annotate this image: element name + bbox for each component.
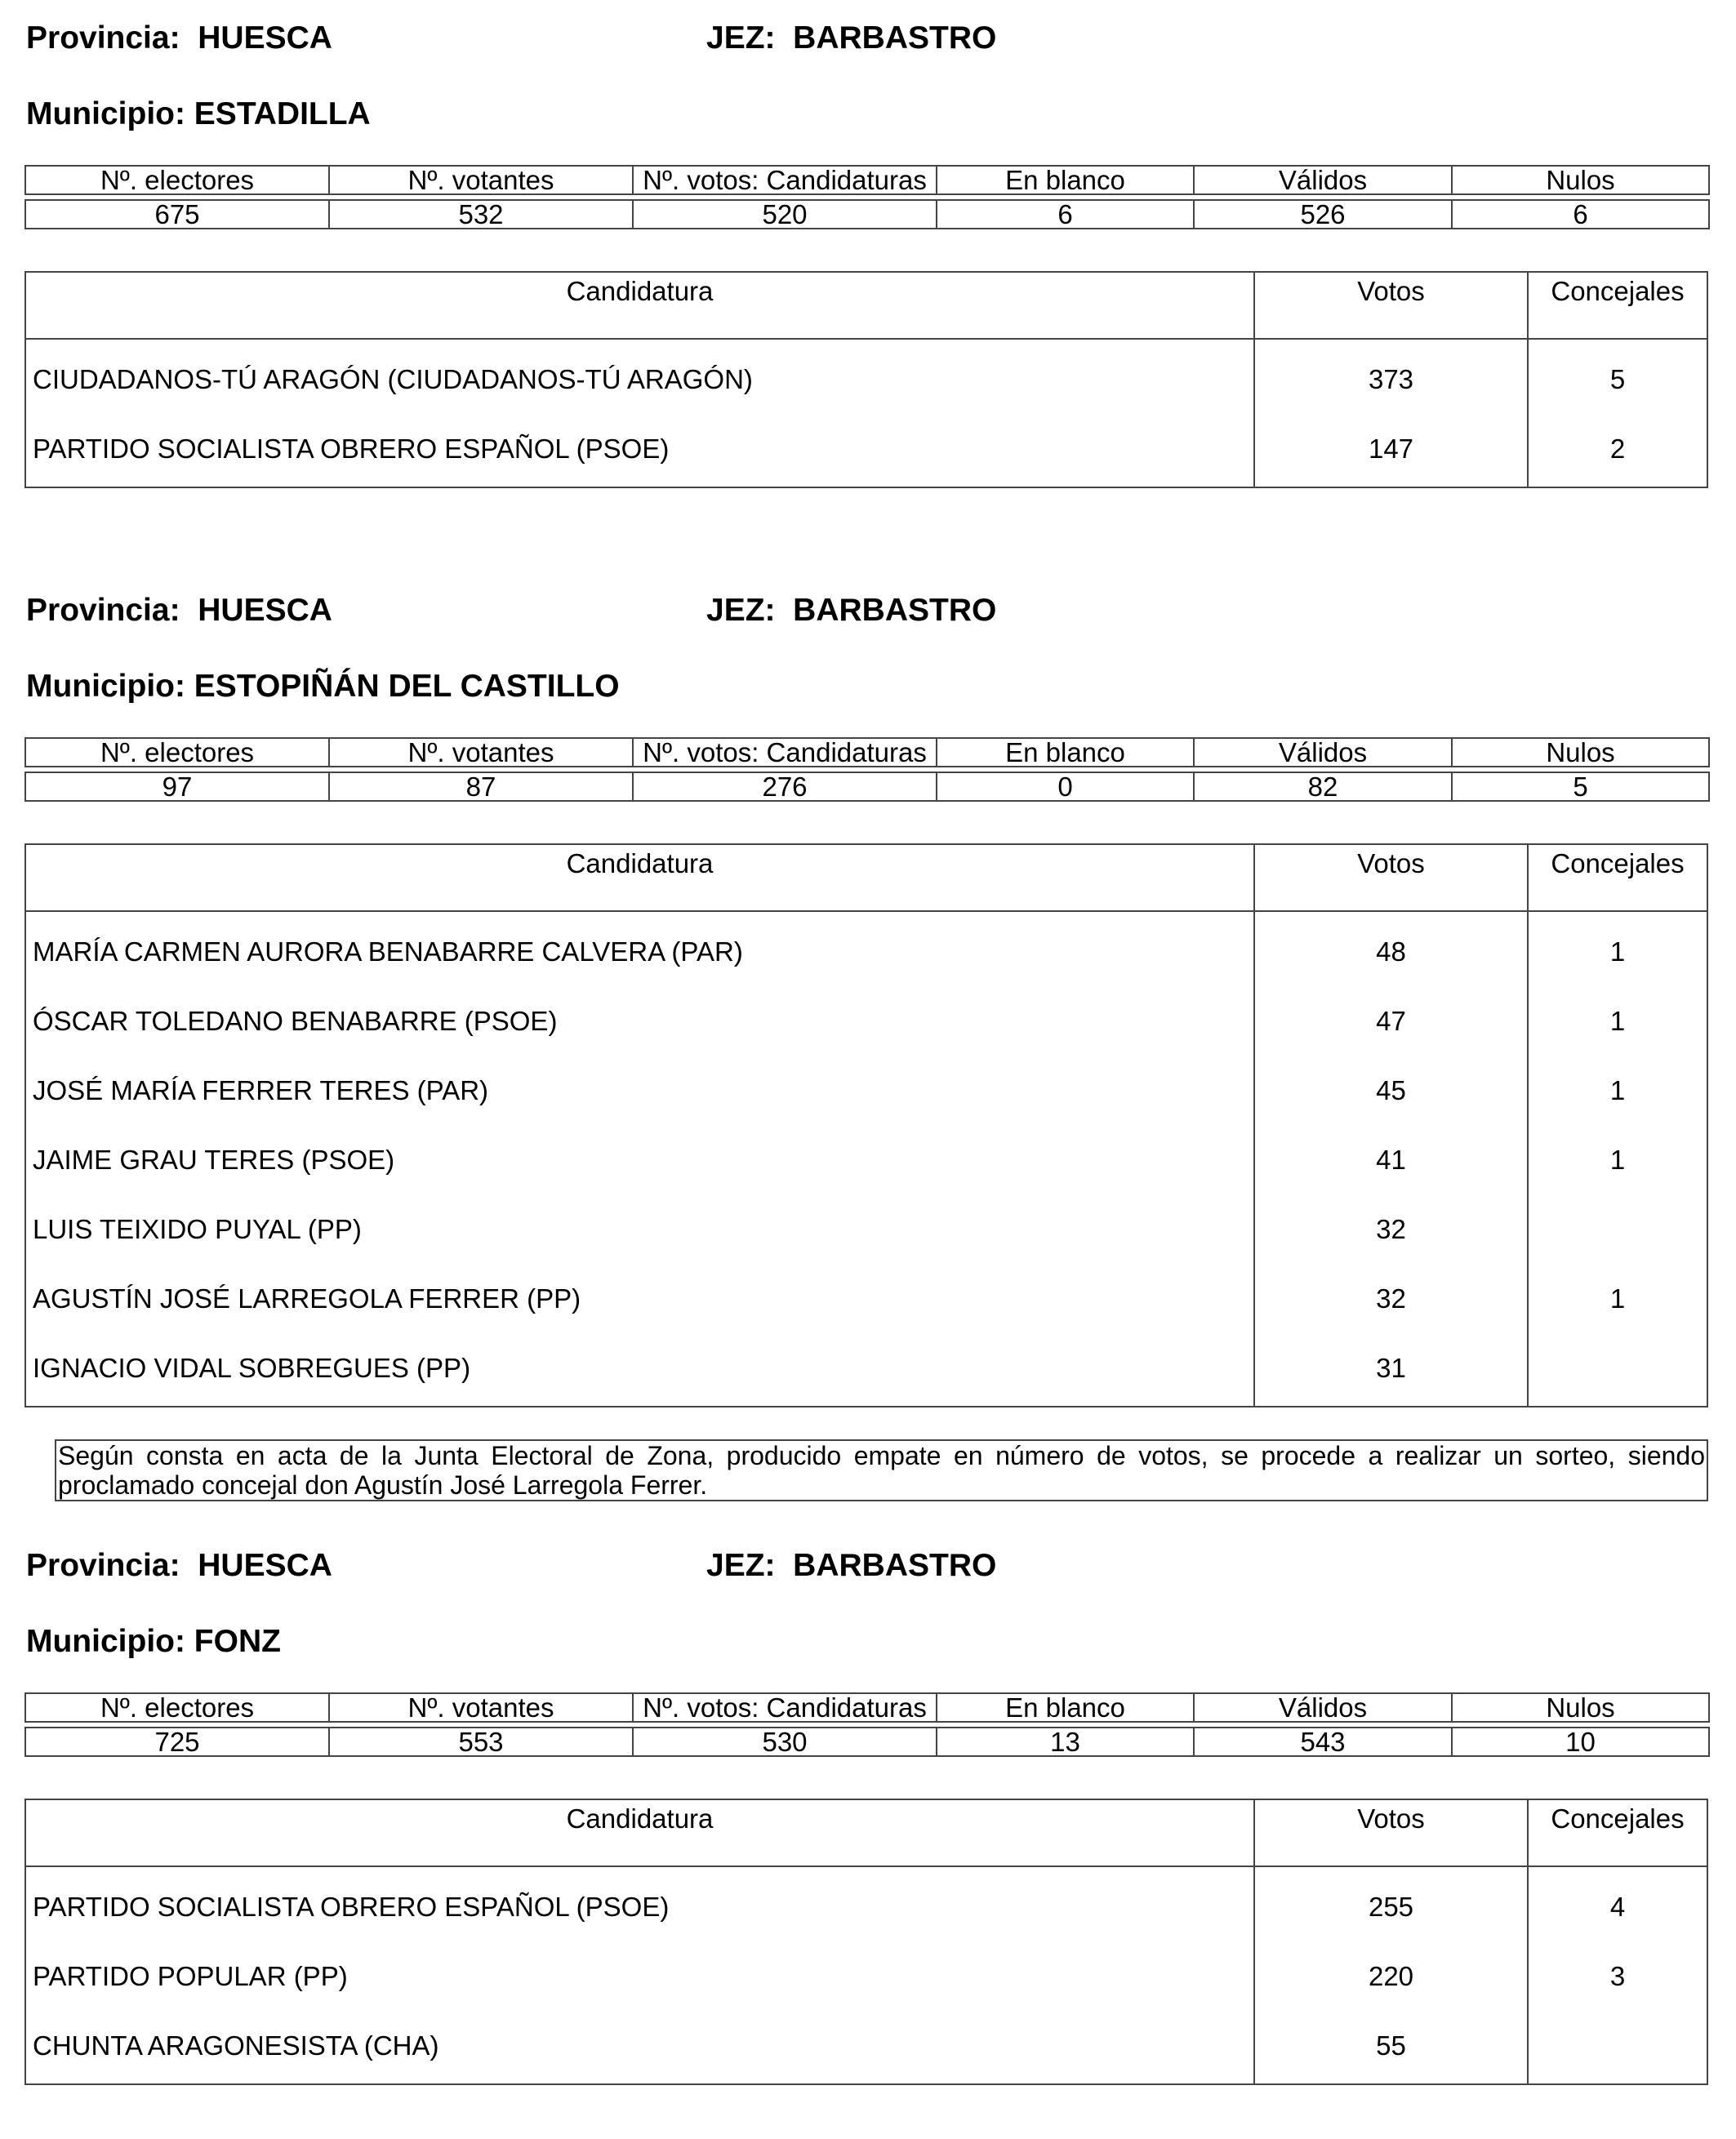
header-electores: Nº. electores	[25, 1693, 329, 1722]
summary-header-row	[25, 166, 1709, 194]
value-votos-candidaturas: 520	[633, 200, 937, 229]
candidatura-cell: ÓSCAR TOLEDANO BENABARRE (PSOE)	[33, 1006, 558, 1036]
concejales-cell: 4	[1609, 1892, 1626, 1922]
results-header-row	[26, 273, 1707, 340]
votos-cell: 255	[1368, 1892, 1414, 1922]
jez-heading: JEZ: BARBASTRO	[706, 593, 997, 628]
value-votantes: 553	[329, 1728, 633, 1756]
concejales-cell: 1	[1609, 936, 1626, 967]
municipio-heading: Municipio: ESTADILLA	[26, 96, 371, 131]
candidatura-cell: CHUNTA ARAGONESISTA (CHA)	[33, 2030, 439, 2061]
candidatura-cell: IGNACIO VIDAL SOBREGUES (PP)	[33, 1353, 471, 1383]
votos-cell: 55	[1376, 2030, 1406, 2061]
header-votos: Votos	[1255, 1800, 1529, 1866]
value-en-blanco: 0	[937, 772, 1194, 801]
votos-cell: 31	[1376, 1353, 1406, 1383]
header-validos: Válidos	[1194, 1693, 1452, 1722]
header-nulos: Nulos	[1452, 1693, 1709, 1722]
summary-table	[24, 737, 1710, 802]
summary-table	[24, 165, 1710, 229]
header-votantes: Nº. votantes	[329, 1693, 633, 1722]
header-votos: Votos	[1255, 845, 1529, 910]
value-electores: 97	[25, 772, 329, 801]
candidatura-cell: PARTIDO SOCIALISTA OBRERO ESPAÑOL (PSOE)	[33, 434, 670, 464]
header-candidatura: Candidatura	[26, 1800, 1255, 1866]
concejales-cell: 1	[1609, 1006, 1626, 1036]
value-electores: 725	[25, 1728, 329, 1756]
votos-cell: 48	[1376, 936, 1406, 967]
value-nulos: 6	[1452, 200, 1709, 229]
header-votantes: Nº. votantes	[329, 738, 633, 767]
provincia-heading: Provincia: HUESCA	[26, 20, 332, 56]
candidatura-cell: JAIME GRAU TERES (PSOE)	[33, 1145, 395, 1175]
header-votos: Votos	[1255, 273, 1529, 338]
candidatura-cell: JOSÉ MARÍA FERRER TERES (PAR)	[33, 1075, 489, 1105]
candidatura-cell: PARTIDO POPULAR (PP)	[33, 1961, 348, 1991]
concejales-cell	[1529, 2014, 1707, 2083]
results-header-row	[26, 845, 1707, 912]
summary-value-row	[25, 200, 1709, 229]
header-nulos: Nulos	[1452, 166, 1709, 194]
votos-cell: 41	[1376, 1145, 1406, 1175]
header-validos: Válidos	[1194, 166, 1452, 194]
header-en-blanco: En blanco	[937, 738, 1194, 767]
concejales-cell	[1529, 1198, 1707, 1267]
value-en-blanco: 6	[937, 200, 1194, 229]
candidatura-cell: LUIS TEIXIDO PUYAL (PP)	[33, 1214, 362, 1244]
concejales-cell: 3	[1609, 1961, 1626, 1991]
summary-value-row	[25, 1728, 1709, 1756]
concejales-cell: 1	[1609, 1283, 1626, 1314]
votos-cell: 47	[1376, 1006, 1406, 1036]
votos-cell: 373	[1368, 364, 1414, 394]
header-validos: Válidos	[1194, 738, 1452, 767]
value-validos: 526	[1194, 200, 1452, 229]
header-votos-candidaturas: Nº. votos: Candidaturas	[633, 166, 937, 194]
value-electores: 675	[25, 200, 329, 229]
header-en-blanco: En blanco	[937, 1693, 1194, 1722]
votos-cell: 220	[1368, 1961, 1414, 1991]
header-candidatura: Candidatura	[26, 273, 1255, 338]
votos-cell: 147	[1368, 434, 1414, 464]
results-table	[24, 1799, 1708, 2085]
candidatura-cell: CIUDADANOS-TÚ ARAGÓN (CIUDADANOS-TÚ ARAGÓN)	[33, 364, 753, 394]
votos-cell: 32	[1376, 1214, 1406, 1244]
value-validos: 82	[1194, 772, 1452, 801]
value-validos: 543	[1194, 1728, 1452, 1756]
header-votos-candidaturas: Nº. votos: Candidaturas	[633, 738, 937, 767]
votos-cell: 45	[1376, 1075, 1406, 1105]
results-table	[24, 843, 1708, 1407]
provincia-heading: Provincia: HUESCA	[26, 593, 332, 628]
tie-note: Según consta en acta de la Junta Electoral de Zona, producido empate en número de votos, se procede a realizar un sorteo, siendo proclamado concejal don Agustín José Larregola Ferrer.	[55, 1439, 1708, 1501]
header-votos-candidaturas: Nº. votos: Candidaturas	[633, 1693, 937, 1722]
results-header-row	[26, 1800, 1707, 1867]
concejales-cell: 5	[1609, 364, 1626, 394]
header-electores: Nº. electores	[25, 738, 329, 767]
concejales-cell: 1	[1609, 1145, 1626, 1175]
header-concejales: Concejales	[1551, 276, 1685, 306]
summary-table	[24, 1692, 1710, 1757]
candidatura-cell: AGUSTÍN JOSÉ LARREGOLA FERRER (PP)	[33, 1283, 581, 1314]
value-en-blanco: 13	[937, 1728, 1194, 1756]
value-nulos: 10	[1452, 1728, 1709, 1756]
header-en-blanco: En blanco	[937, 166, 1194, 194]
value-nulos: 5	[1452, 772, 1709, 801]
municipio-heading: Municipio: FONZ	[26, 1624, 281, 1659]
header-concejales: Concejales	[1551, 1803, 1685, 1834]
municipio-heading: Municipio: ESTOPIÑÁN DEL CASTILLO	[26, 669, 620, 704]
provincia-heading: Provincia: HUESCA	[26, 1548, 332, 1583]
header-votantes: Nº. votantes	[329, 166, 633, 194]
value-votantes: 87	[329, 772, 633, 801]
jez-heading: JEZ: BARBASTRO	[706, 20, 997, 56]
header-nulos: Nulos	[1452, 738, 1709, 767]
concejales-cell: 1	[1609, 1075, 1626, 1105]
value-votos-candidaturas: 276	[633, 772, 937, 801]
header-candidatura: Candidatura	[26, 845, 1255, 910]
header-electores: Nº. electores	[25, 166, 329, 194]
results-table	[24, 271, 1708, 488]
concejales-cell	[1529, 1336, 1707, 1406]
summary-value-row	[25, 772, 1709, 801]
value-votantes: 532	[329, 200, 633, 229]
votos-cell: 32	[1376, 1283, 1406, 1314]
concejales-cell: 2	[1609, 434, 1626, 464]
candidatura-cell: MARÍA CARMEN AURORA BENABARRE CALVERA (PAR)	[33, 936, 743, 967]
candidatura-cell: PARTIDO SOCIALISTA OBRERO ESPAÑOL (PSOE)	[33, 1892, 670, 1922]
summary-header-row	[25, 738, 1709, 767]
jez-heading: JEZ: BARBASTRO	[706, 1548, 997, 1583]
header-concejales: Concejales	[1551, 848, 1685, 878]
value-votos-candidaturas: 530	[633, 1728, 937, 1756]
summary-header-row	[25, 1693, 1709, 1722]
